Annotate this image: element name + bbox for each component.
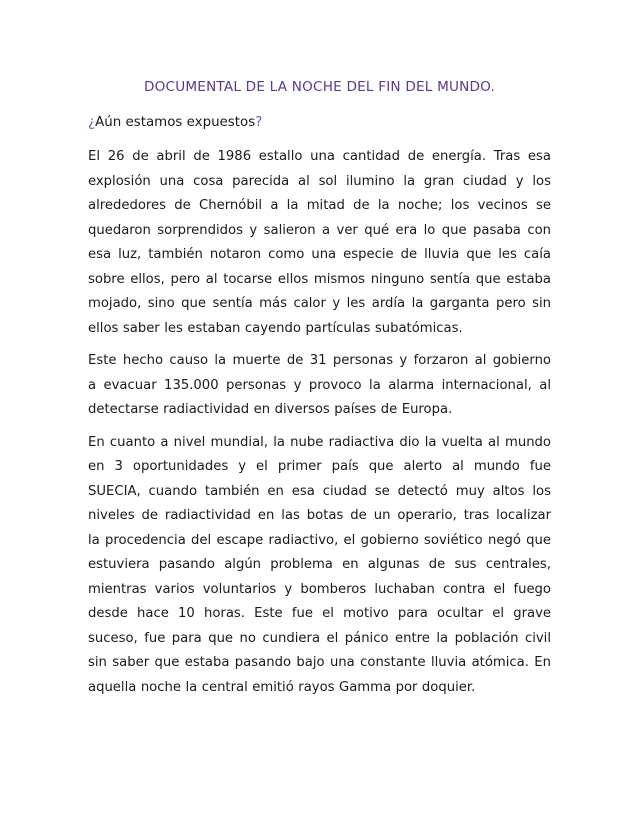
paragraph-line: esa luz, también notaron como una especie de lluvia que les caía [88,247,551,262]
paragraph-line: aquella noche la central emitió rayos Gamma por doquier. [88,679,476,695]
paragraph-line: niveles de radiactividad en las botas de un operario, tras localizar [88,508,551,523]
paragraph-line: detectarse radiactividad en diversos países de Europa. [88,402,453,417]
paragraph-line: alrededores de Chernóbil a la mitad de la noche; los vecinos se [88,198,551,213]
question-close-mark: ? [255,115,263,130]
document-title: DOCUMENTAL DE LA NOCHE DEL FIN DEL MUNDO. [143,79,496,95]
paragraph-line: sobre ellos, pero al tocarse ellos mismos ninguno sentía que estaba [88,271,551,287]
paragraph-line: desde hace 10 horas. Este fue el motivo para ocultar el grave [88,606,551,621]
paragraph-line: quedaron sorprendidos y salieron a ver qué era lo que pasaba con [88,222,551,238]
paragraph-line: explosión una cosa parecida al sol ilumino la gran ciudad y los [88,173,551,189]
paragraph-line: en 3 oportunidades y el primer país que alerto al mundo fue [88,459,551,474]
paragraph-line: estuviera pasando algún problema en algunas de sus centrales, [88,557,551,572]
section-question [88,113,551,133]
question-text: Aún estamos expuestos [95,115,256,130]
paragraph-line: Este hecho causo la muerte de 31 personas y forzaron al gobierno [88,353,551,368]
paragraph-line: mientras varios voluntarios y bomberos luchaban contra el fuego [88,581,551,597]
paragraph-line: la procedencia del escape radiactivo, el gobierno soviético negó que [88,532,551,548]
paragraph-2 [88,349,551,423]
paragraph-line: SUECIA, cuando también en esa ciudad se detectó muy altos los [88,483,551,499]
paragraph-line: suceso, fue para que no cundiera el pánico entre la población civil [88,630,551,646]
paragraph-3 [88,431,551,701]
paragraph-line: El 26 de abril de 1986 estallo una cantidad de energía. Tras esa [88,149,551,164]
paragraph-line: mojado, sino que sentía más calor y les ardía la garganta pero sin [88,296,551,311]
paragraph-line: ellos saber les estaban cayendo partículas subatómicas. [88,320,463,336]
paragraph-line: a evacuar 135.000 personas y provoco la alarma internacional, al [88,377,551,393]
paragraph-1 [88,145,551,341]
document-content [88,76,551,700]
paragraph-line: En cuanto a nivel mundial, la nube radiactiva dio la vuelta al mundo [88,434,551,450]
question-open-mark: ¿ [88,115,96,130]
paragraph-line: sin saber que estaba pasando bajo una constante lluvia atómica. En [88,655,551,670]
